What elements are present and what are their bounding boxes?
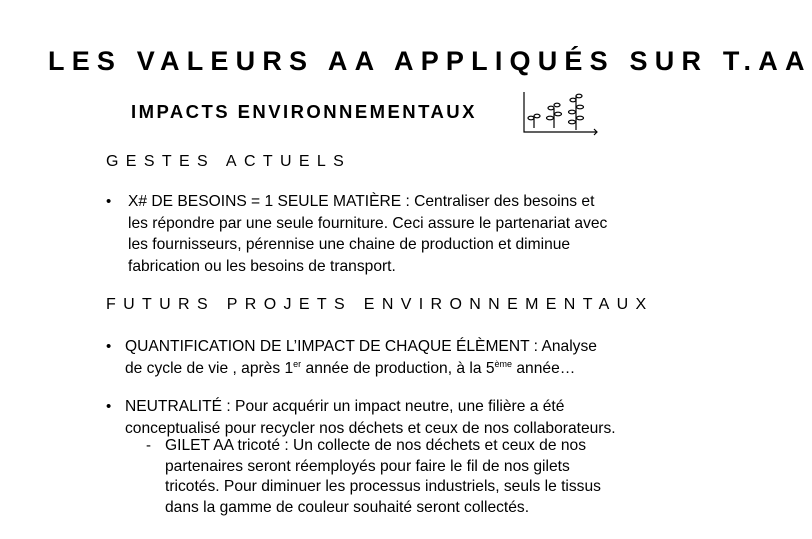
text-line: tricotés. Pour diminuer les processus industriels, seuls le tissus bbox=[165, 478, 601, 495]
text-run: année… bbox=[512, 359, 576, 377]
text-line: conceptualisé pour recycler nos déchets et ceux de nos collaborateurs. bbox=[125, 419, 616, 437]
gestes-item-text bbox=[128, 191, 607, 277]
futurs-item-quantification bbox=[125, 336, 597, 379]
text-line: GILET AA tricoté : Un collecte de nos déchets et ceux de nos bbox=[165, 437, 586, 454]
text-line bbox=[125, 358, 597, 380]
superscript: ème bbox=[494, 358, 513, 369]
text-line: dans la gamme de couleur souhaité seront collectés. bbox=[165, 498, 530, 516]
text-line: fabrication ou les besoins de transport. bbox=[128, 257, 396, 275]
slide-title: LES VALEURS AA APPLIQUÉS SUR T.AA bbox=[48, 46, 812, 76]
text-line: les répondre par une seule fourniture. Ceci assure le partenariat avec bbox=[128, 214, 608, 232]
section-heading-gestes: GESTES ACTUELS bbox=[106, 153, 352, 170]
slide-subtitle: IMPACTS ENVIRONNEMENTAUX bbox=[131, 101, 477, 122]
text-run: année de production, à la 5 bbox=[301, 359, 495, 377]
futurs-subitem-gilet bbox=[165, 436, 601, 518]
text-line: NEUTRALITÉ : Pour acquérir un impact neutre, une filière a été bbox=[125, 398, 565, 415]
text-line: X# DE BESOINS = 1 SEULE MATIÈRE : Centraliser des besoins et bbox=[128, 193, 595, 210]
futurs-item-neutralite bbox=[125, 396, 616, 439]
text-line: QUANTIFICATION DE L’IMPACT DE CHAQUE ÉLÈMENT : Analyse bbox=[125, 338, 597, 355]
bullet-marker: • bbox=[106, 193, 112, 210]
text-line: partenaires seront réemployés pour faire le fil de nos gilets bbox=[165, 457, 570, 475]
section-heading-futurs: FUTURS PROJETS ENVIRONNEMENTAUX bbox=[106, 296, 654, 313]
bullet-marker: • bbox=[106, 398, 112, 415]
text-line: les fournisseurs, pérennise une chaine de production et diminue bbox=[128, 236, 571, 253]
dash-marker: - bbox=[146, 437, 151, 454]
growing-plants-chart-icon bbox=[520, 88, 598, 136]
superscript: er bbox=[293, 358, 302, 369]
bullet-marker: • bbox=[106, 338, 112, 355]
text-run: de cycle de vie , après 1 bbox=[125, 359, 294, 377]
